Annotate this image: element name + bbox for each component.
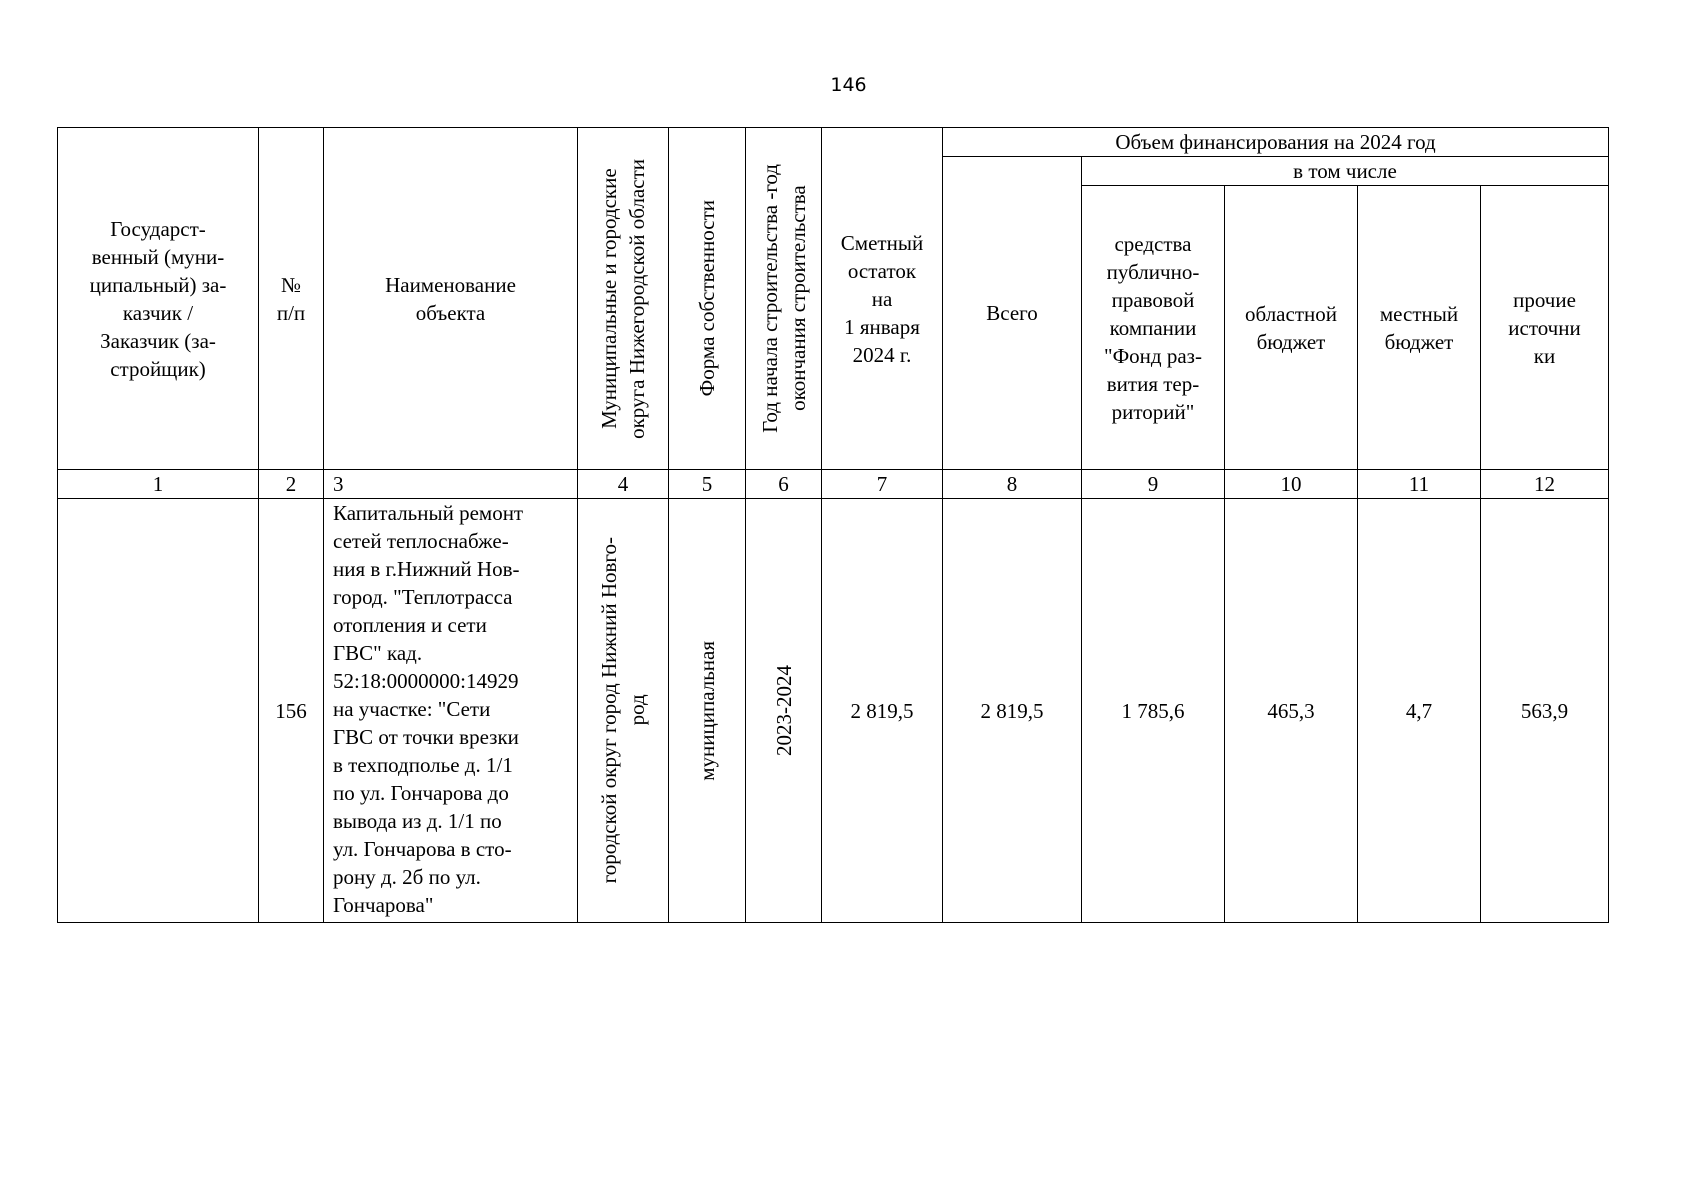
header-customer: Государст- венный (муни- ципальный) за- казчик / Заказчик (за- стройщик)	[58, 128, 259, 470]
column-number: 12	[1481, 470, 1609, 499]
column-number: 6	[746, 470, 822, 499]
cell-object-name: Капитальный ремонт сетей теплоснабже- ния в г.Нижний Нов- город. "Теплотрасса отопления и сети ГВС" кад. 52:18:0000000:14929 на участке: "Сети ГВС от точки врезки в техподполье д. 1/1 по ул. Гончарова до вывода из д. 1/1 по ул. Гончарова в сто- рону д. 2б по ул. Гончарова"	[324, 499, 578, 923]
header-num: № п/п	[259, 128, 324, 470]
cell-local: 4,7	[1358, 499, 1481, 923]
column-number: 2	[259, 470, 324, 499]
cell-years-text: 2023-2024	[771, 665, 796, 756]
cell-fund: 1 785,6	[1082, 499, 1225, 923]
cell-ownership	[669, 499, 746, 923]
header-ownership	[669, 128, 746, 470]
column-number: 4	[578, 470, 669, 499]
header-local: местный бюджет	[1358, 186, 1481, 470]
cell-years	[746, 499, 822, 923]
column-number: 3	[324, 470, 578, 499]
cell-total: 2 819,5	[943, 499, 1082, 923]
column-number: 10	[1225, 470, 1358, 499]
header-estimate: Сметный остаток на 1 января 2024 г.	[822, 128, 943, 470]
header-including: в том числе	[1082, 157, 1609, 186]
header-row-1	[58, 128, 1609, 157]
cell-regional: 465,3	[1225, 499, 1358, 923]
cell-other: 563,9	[1481, 499, 1609, 923]
header-other: прочие источни ки	[1481, 186, 1609, 470]
header-municipality	[578, 128, 669, 470]
header-fund: средства публично- правовой компании "Фонд раз- вития тер- риторий"	[1082, 186, 1225, 470]
page-number: 146	[830, 74, 867, 96]
cell-num: 156	[259, 499, 324, 923]
column-number: 1	[58, 470, 259, 499]
column-number: 5	[669, 470, 746, 499]
header-object-name: Наименование объекта	[324, 128, 578, 470]
cell-customer	[58, 499, 259, 923]
financing-table	[57, 127, 1609, 923]
column-number: 9	[1082, 470, 1225, 499]
header-years	[746, 128, 822, 470]
header-total: Всего	[943, 157, 1082, 470]
cell-municipality-text: городской округ город Нижний Новго- род	[597, 537, 649, 884]
column-numbers-row	[58, 470, 1609, 499]
header-financing-group: Объем финансирования на 2024 год	[943, 128, 1609, 157]
cell-ownership-text: муниципальная	[695, 640, 719, 781]
cell-estimate: 2 819,5	[822, 499, 943, 923]
header-ownership-text: Форма собственности	[695, 200, 719, 397]
table-row	[58, 499, 1609, 923]
header-years-text: Год начала строительства -год окончания строительства	[757, 164, 810, 433]
column-number: 11	[1358, 470, 1481, 499]
column-number: 8	[943, 470, 1082, 499]
cell-municipality	[578, 499, 669, 923]
header-municipality-text: Муниципальные и городские округа Нижегородской области	[597, 158, 649, 439]
column-number: 7	[822, 470, 943, 499]
header-regional: областной бюджет	[1225, 186, 1358, 470]
